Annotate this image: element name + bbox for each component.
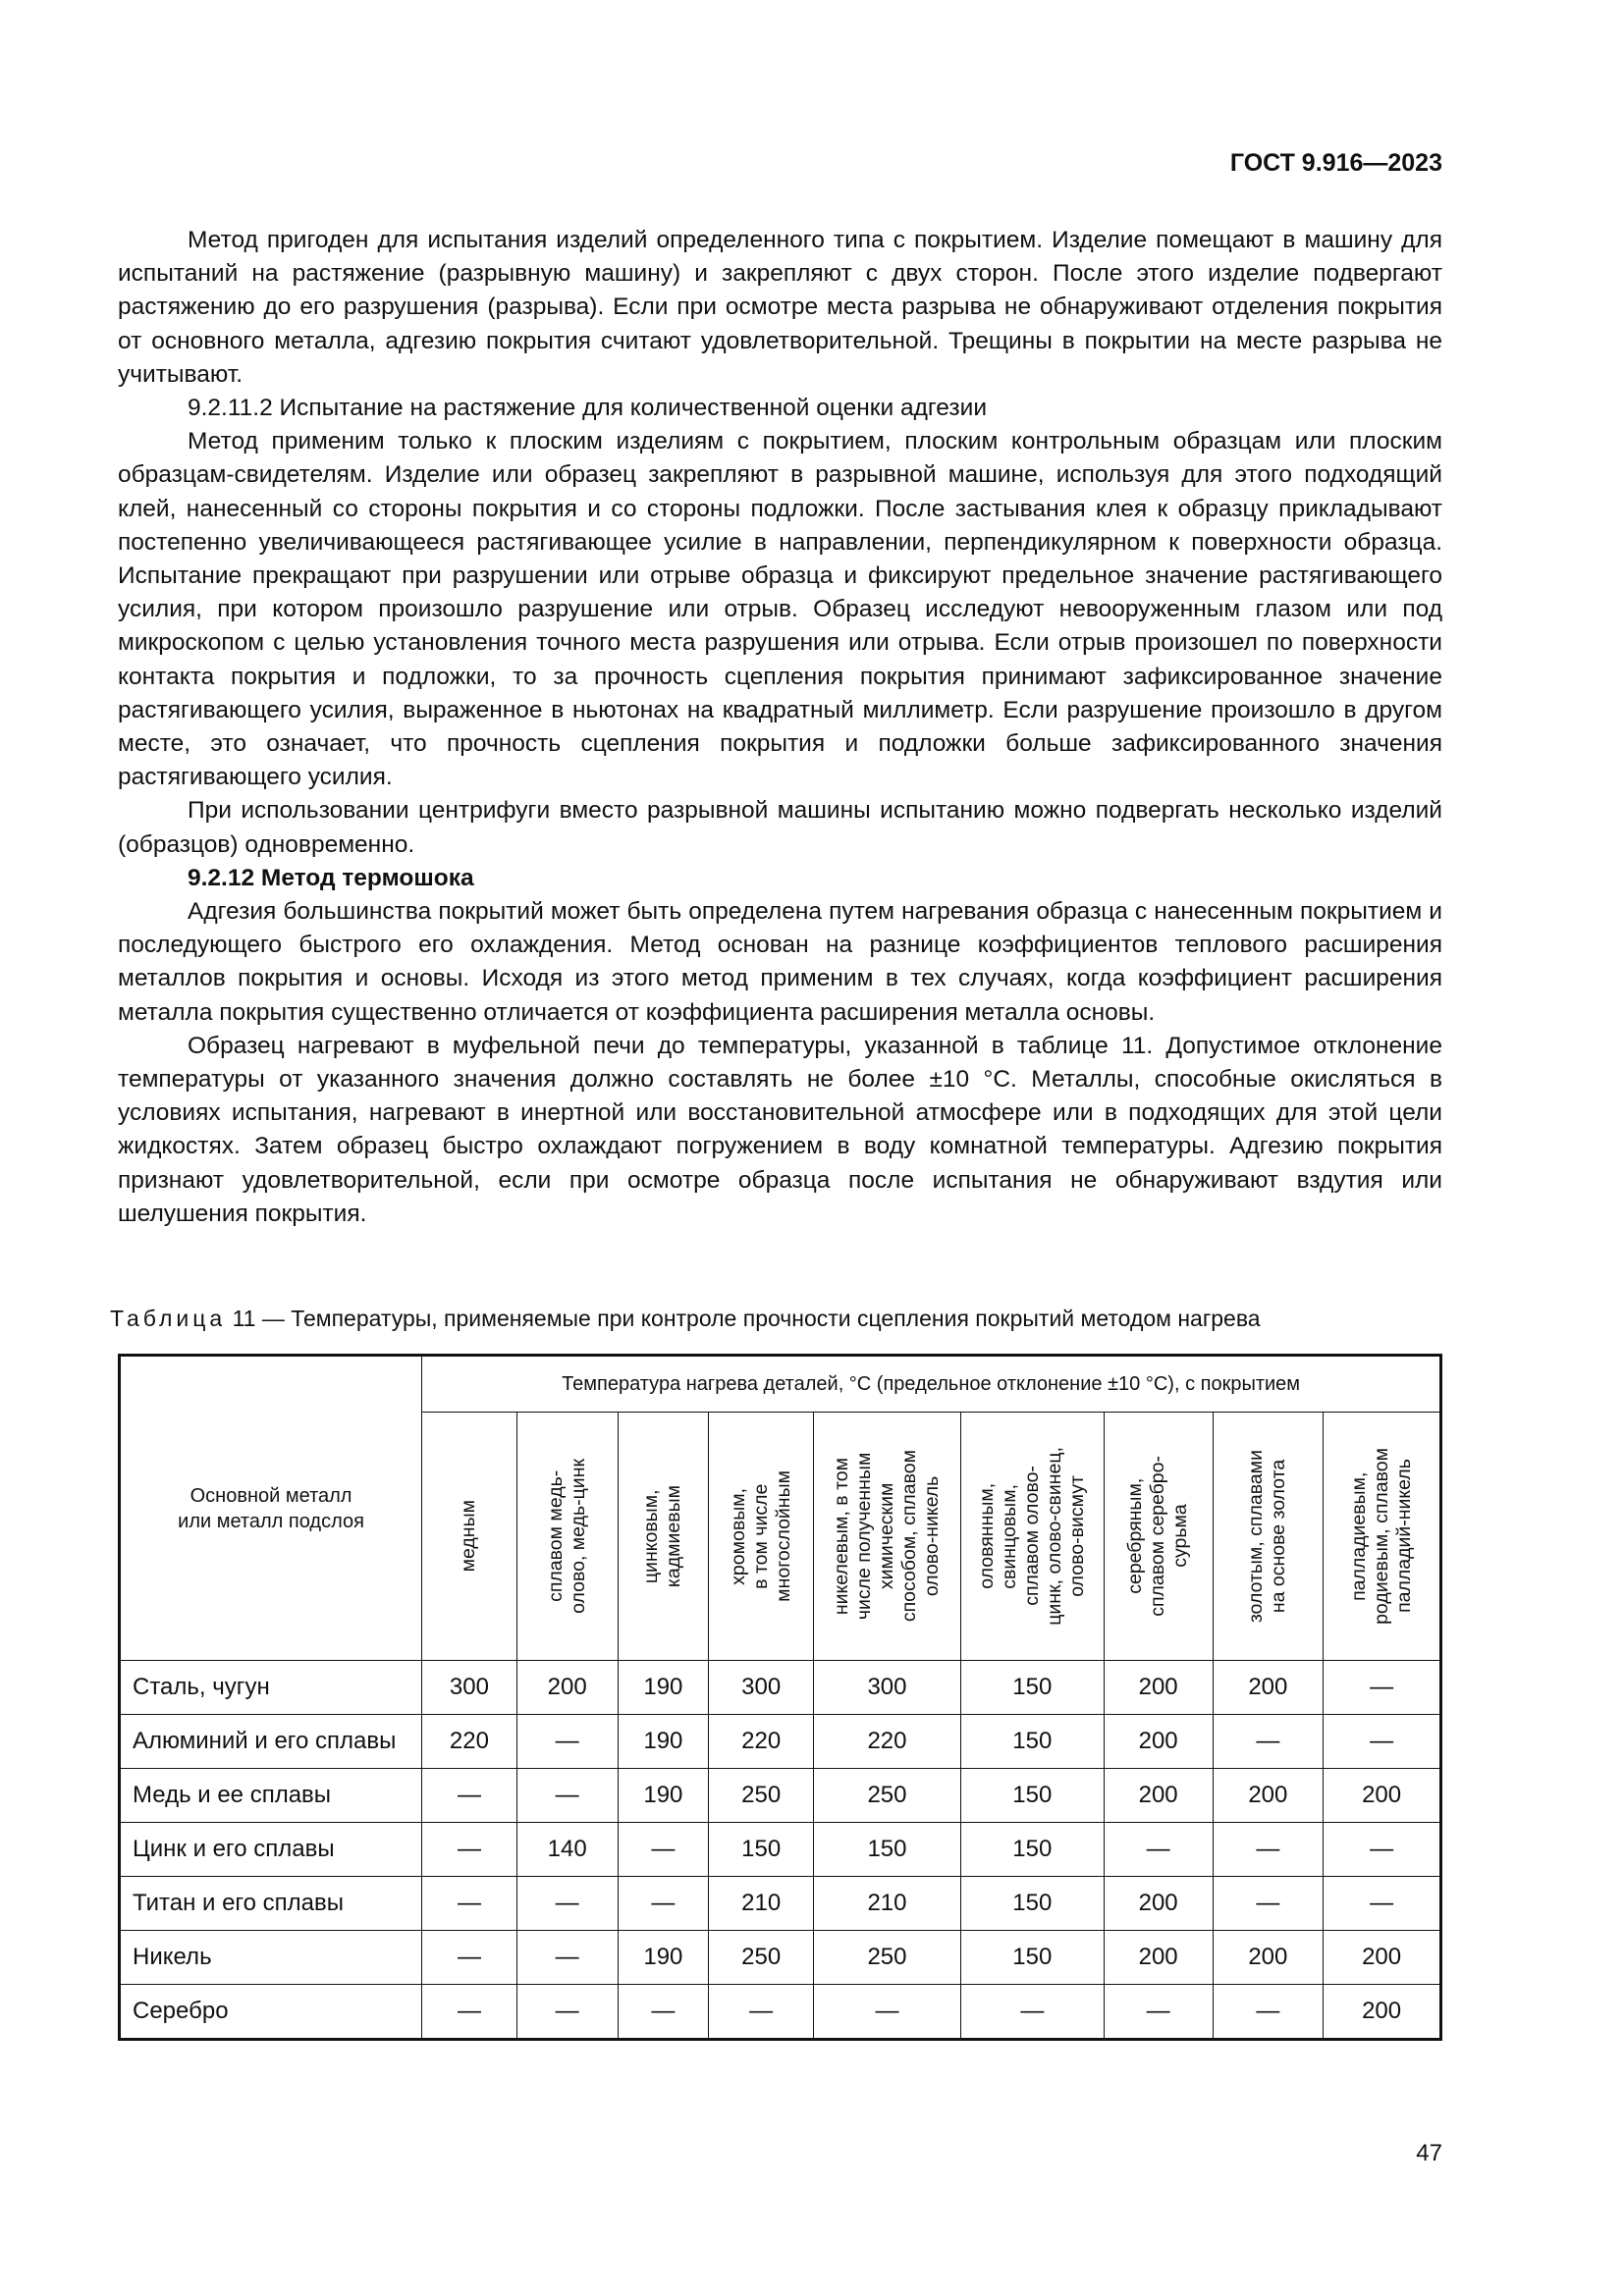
table-row xyxy=(120,1985,1441,2040)
column-header xyxy=(814,1413,961,1661)
value-cell: — xyxy=(709,1985,814,2040)
value-cell: 220 xyxy=(709,1715,814,1769)
column-header xyxy=(1104,1413,1213,1661)
value-cell: — xyxy=(422,1877,517,1931)
column-header xyxy=(422,1413,517,1661)
table-row xyxy=(120,1769,1441,1823)
value-cell: 190 xyxy=(618,1931,709,1985)
value-cell: 190 xyxy=(618,1661,709,1715)
paragraph: При использовании центрифуги вместо разрывной машины испытанию можно подвергать несколько изделий (образцов) одновременно. xyxy=(118,797,1442,858)
value-cell: — xyxy=(618,1823,709,1877)
table-caption-label: Таблица xyxy=(110,1306,227,1331)
column-header-label: никелевым, в том числе полученным химическим способом, сплавом олово-никель xyxy=(830,1450,943,1623)
paragraph: 9.2.11.2 Испытание на растяжение для количественной оценки адгезии xyxy=(188,395,988,422)
value-cell: 200 xyxy=(1104,1769,1213,1823)
value-cell: 300 xyxy=(814,1661,961,1715)
value-cell: 200 xyxy=(1104,1877,1213,1931)
metal-cell: Алюминий и его сплавы xyxy=(120,1715,422,1769)
table-row xyxy=(120,1715,1441,1769)
column-header-label: хромовым, в том числе многослойным xyxy=(727,1470,794,1602)
standard-header: ГОСТ 9.916—2023 xyxy=(1229,149,1442,177)
value-cell: — xyxy=(516,1715,618,1769)
value-cell: — xyxy=(618,1877,709,1931)
value-cell: 200 xyxy=(1213,1661,1324,1715)
column-header xyxy=(709,1413,814,1661)
temperature-table xyxy=(118,1354,1442,2041)
value-cell: 220 xyxy=(814,1715,961,1769)
value-cell: 300 xyxy=(709,1661,814,1715)
metal-cell: Сталь, чугун xyxy=(120,1661,422,1715)
value-cell: 150 xyxy=(960,1661,1104,1715)
value-cell: 300 xyxy=(422,1661,517,1715)
metal-cell: Титан и его сплавы xyxy=(120,1877,422,1931)
value-cell: 150 xyxy=(960,1823,1104,1877)
value-cell: 200 xyxy=(1104,1715,1213,1769)
value-cell: 200 xyxy=(1104,1931,1213,1985)
value-cell: 250 xyxy=(709,1769,814,1823)
column-header xyxy=(960,1413,1104,1661)
value-cell: 250 xyxy=(814,1931,961,1985)
value-cell: 190 xyxy=(618,1715,709,1769)
paragraph: Образец нагревают в муфельной печи до температуры, указанной в таблице 11. Допустимое отклонение температуры от указанного значения должно составлять не более ±10 °С. Металлы, способные окисляться в условиях испытания, нагревают в инертной или восстановительной атмосфере или в подходящих для этой цели жидкостях. Затем образец быстро охлаждают погружением в воду комнатной температуры. Адгезию покрытия признают удовлетворительной, если при осмотре образца после испытания не обнаруживают вздутия или шелушения покрытия. xyxy=(118,1032,1442,1227)
value-cell: 150 xyxy=(960,1877,1104,1931)
value-cell: 150 xyxy=(960,1931,1104,1985)
value-cell: 140 xyxy=(516,1823,618,1877)
value-cell: — xyxy=(516,1931,618,1985)
value-cell: — xyxy=(1213,1877,1324,1931)
column-header-label: медным xyxy=(458,1500,480,1573)
value-cell: 250 xyxy=(709,1931,814,1985)
value-cell: — xyxy=(1324,1877,1441,1931)
value-cell: 200 xyxy=(1324,1769,1441,1823)
value-cell: 200 xyxy=(1213,1931,1324,1985)
value-cell: — xyxy=(960,1985,1104,2040)
value-cell: 210 xyxy=(814,1877,961,1931)
page-number: 47 xyxy=(1416,2140,1442,2166)
value-cell: 250 xyxy=(814,1769,961,1823)
column-header-label: серебряным, сплавом серебро- сурьма xyxy=(1124,1456,1192,1617)
column-header-label: сплавом медь- олово, медь-цинк xyxy=(544,1459,589,1614)
value-cell: 150 xyxy=(960,1769,1104,1823)
value-cell: 150 xyxy=(814,1823,961,1877)
group-header: Температура нагрева деталей, °С (предельное отклонение ±10 °С), с покрытием xyxy=(422,1356,1441,1413)
value-cell: 220 xyxy=(422,1715,517,1769)
value-cell: 200 xyxy=(1324,1931,1441,1985)
value-cell: — xyxy=(1213,1985,1324,2040)
value-cell: 190 xyxy=(618,1769,709,1823)
value-cell: — xyxy=(618,1985,709,2040)
value-cell: — xyxy=(1104,1823,1213,1877)
metal-header: Основной металл или металл подслоя xyxy=(120,1356,422,1661)
column-header-label: цинковым, кадмиевым xyxy=(640,1484,685,1588)
column-header xyxy=(1213,1413,1324,1661)
value-cell: — xyxy=(814,1985,961,2040)
column-header xyxy=(618,1413,709,1661)
value-cell: — xyxy=(422,1823,517,1877)
paragraph: 9.2.12 Метод термошока xyxy=(188,864,474,891)
column-header-label: золотым, сплавами на основе золота xyxy=(1245,1449,1290,1624)
value-cell: — xyxy=(422,1931,517,1985)
value-cell: — xyxy=(1324,1661,1441,1715)
value-cell: — xyxy=(422,1985,517,2040)
table-caption-text: 11 — Температуры, применяемые при контроле прочности сцепления покрытий методом нагрева xyxy=(226,1306,1261,1331)
table-caption xyxy=(110,1306,1261,1332)
value-cell: — xyxy=(516,1769,618,1823)
table-row xyxy=(120,1823,1441,1877)
value-cell: 200 xyxy=(1104,1661,1213,1715)
value-cell: 150 xyxy=(960,1715,1104,1769)
value-cell: 150 xyxy=(709,1823,814,1877)
table-row xyxy=(120,1877,1441,1931)
value-cell: — xyxy=(516,1877,618,1931)
column-header-label: оловянным, свинцовым, сплавом олово- цинк, олово-свинец, олово-висмут xyxy=(975,1447,1088,1626)
value-cell: — xyxy=(422,1769,517,1823)
value-cell: 200 xyxy=(1324,1985,1441,2040)
table-row xyxy=(120,1661,1441,1715)
value-cell: — xyxy=(1213,1823,1324,1877)
value-cell: — xyxy=(1324,1823,1441,1877)
value-cell: — xyxy=(1324,1715,1441,1769)
metal-cell: Никель xyxy=(120,1931,422,1985)
column-header-label: палладиевым, родиевым, сплавом палладий-никель xyxy=(1347,1448,1415,1625)
value-cell: 210 xyxy=(709,1877,814,1931)
metal-cell: Серебро xyxy=(120,1985,422,2040)
metal-cell: Цинк и его сплавы xyxy=(120,1823,422,1877)
value-cell: 200 xyxy=(1213,1769,1324,1823)
column-header xyxy=(516,1413,618,1661)
value-cell: — xyxy=(1213,1715,1324,1769)
body-text xyxy=(118,224,1442,1231)
paragraph: Метод пригоден для испытания изделий определенного типа с покрытием. Изделие помещают в машину для испытаний на растяжение (разрывную машину) и закрепляют с двух сторон. После этого изделие подвергают растяжению до его разрушения (разрыва). Если при осмотре места разрыва не обнаруживают отделения покрытия от основного металла, адгезию покрытия считают удовлетворительной. Трещины в покрытии на месте разрыва не учитывают. xyxy=(118,227,1442,388)
paragraph: Метод применим только к плоским изделиям с покрытием, плоским контрольным образцам или плоским образцам-свидетелям. Изделие или образец закрепляют в разрывной машине, используя для этого подходящий клей, нанесенный со стороны покрытия и со стороны подложки. После застывания клея к образцу прикладывают постепенно увеличивающееся растягивающее усилие в направлении, перпендикулярном к поверхности образца. Испытание прекращают при разрушении или отрыве образца и фиксируют предельное значение растягивающего усилия, при котором произошло разрушение или отрыв. Образец исследуют невооруженным глазом или под микроскопом с целью установления точного места разрушения или отрыва. Если отрыв произошел по поверхности контакта покрытия и подложки, то за прочность сцепления покрытия принимают зафиксированное значение растягивающего усилия, выраженное в ньютонах на квадратный миллиметр. Если разрушение произошло в другом месте, это означает, что прочность сцепления покрытия и подложки больше зафиксированного значения растягивающего усилия. xyxy=(118,428,1442,791)
metal-cell: Медь и ее сплавы xyxy=(120,1769,422,1823)
value-cell: — xyxy=(516,1985,618,2040)
table-row xyxy=(120,1931,1441,1985)
column-header xyxy=(1324,1413,1441,1661)
value-cell: — xyxy=(1104,1985,1213,2040)
value-cell: 200 xyxy=(516,1661,618,1715)
paragraph: Адгезия большинства покрытий может быть определена путем нагревания образца с нанесенным покрытием и последующего быстрого его охлаждения. Метод основан на разнице коэффициентов теплового расширения металлов покрытия и основы. Исходя из этого метод применим в тех случаях, когда коэффициент расширения металла покрытия существенно отличается от коэффициента расширения металла основы. xyxy=(118,898,1442,1026)
